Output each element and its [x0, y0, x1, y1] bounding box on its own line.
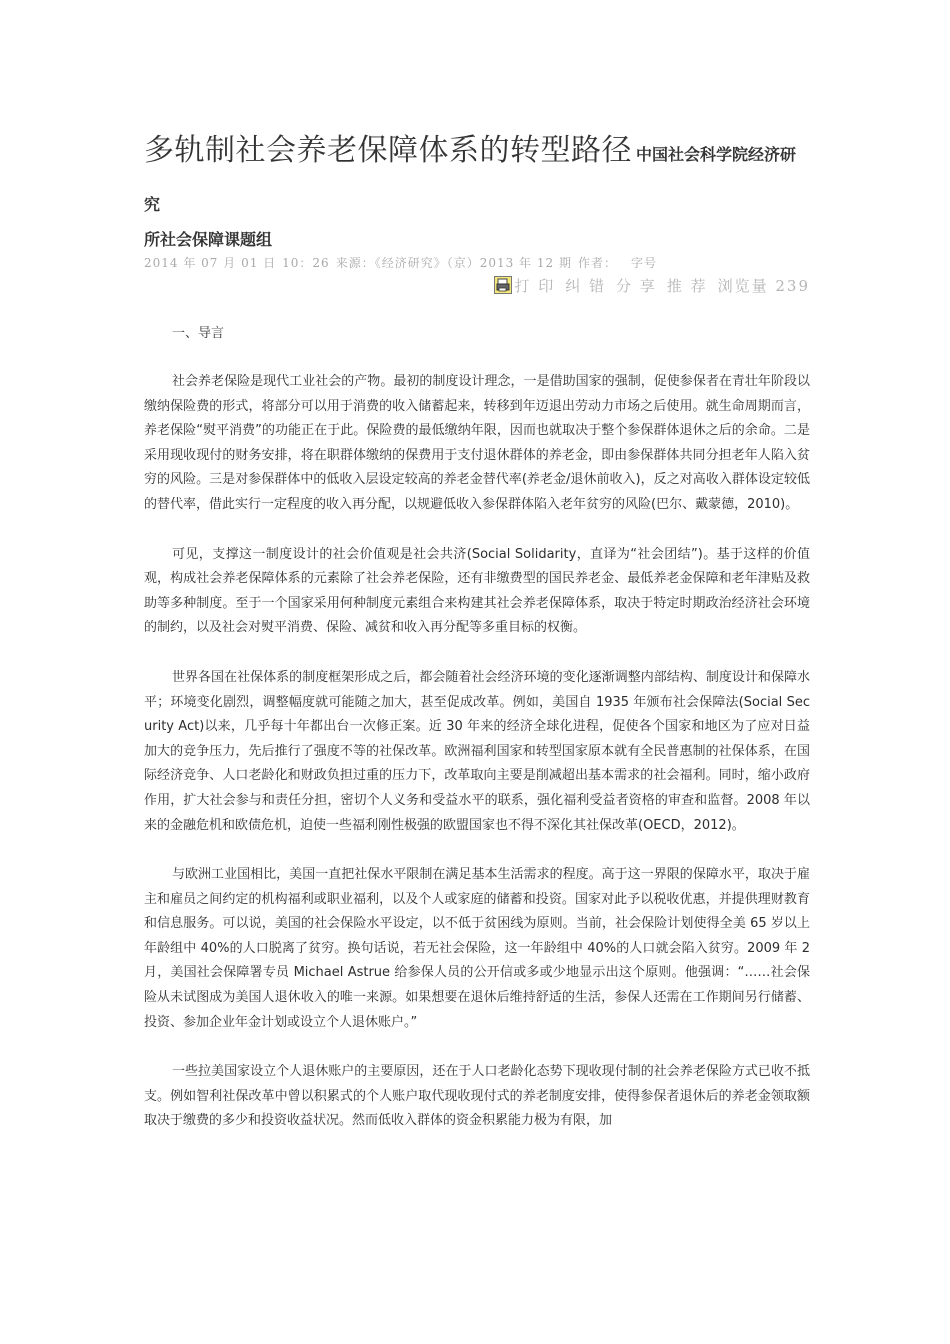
- paragraph: 社会养老保险是现代工业社会的产物。最初的制度设计理念，一是借助国家的强制，促使参保者在青壮年阶段以缴纳保险费的形式，将部分可以用于消费的收入储蓄起来，转移到年迈退出劳动力市场之后使用。就生命周期而言，养老保险“熨平消费”的功能正在于此。保险费的最低缴纳年限，因而也就取决于整个参保群体退休之后的余命。二是采用现收现付的财务安排，将在职群体缴纳的保费用于支付退休群体的养老金，即由参保群体共同分担老年人陷入贫穷的风险。三是对参保群体中的低收入层设定较高的养老金替代率(养老金/退休前收入)，反之对高收入群体设定较低的替代率，借此实行一定程度的收入再分配，以规避低收入参保群体陷入老年贫穷的风险(巴尔、戴蒙德，2010)。: [144, 374, 810, 512]
- article-org-continued: 所社会保障课题组: [144, 230, 273, 249]
- article-source: 来源：《经济研究》（京）2013 年 12 期: [335, 256, 572, 270]
- print-link[interactable]: 打 印: [514, 277, 556, 295]
- correct-link[interactable]: 纠 错: [565, 277, 607, 295]
- section-heading: 一、导言: [172, 326, 225, 341]
- print-icon[interactable]: [494, 276, 512, 294]
- publish-date: 2014 年 07 月 01 日: [144, 256, 277, 270]
- article-meta: [144, 252, 810, 274]
- article-actions: [144, 274, 810, 298]
- publish-time: 10：26: [282, 256, 330, 270]
- article-org: 中国社会科学院经济研究: [144, 145, 797, 214]
- share-link[interactable]: 分 享: [616, 277, 657, 295]
- paragraph: 一些拉美国家设立个人退休账户的主要原因，还在于人口老龄化态势下现收现付制的社会养老保险方式已收不抵支。例如智利社保改革中曾以积累式的个人账户取代现收现付式的养老制度安排，使得参保者退休后的养老金领取额取决于缴费的多少和投资收益状况。然而低收入群体的资金积累能力极为有限，加: [144, 1064, 810, 1129]
- view-count: 浏览量 239: [717, 277, 810, 295]
- paragraph: 可见，支撑这一制度设计的社会价值观是社会共济(Social Solidarity，直译为“社会团结”)。基于这样的价值观，构成社会养老保障体系的元素除了社会养老保险，还有非缴费型的国民养老金、最低养老金保障和老年津贴及救助等多种制度。至于一个国家采用何种制度元素组合来构建其社会养老保障体系，取决于特定时期政治经济社会环境的制约，以及社会对熨平消费、保险、减贫和收入再分配等多重目标的权衡。: [144, 546, 810, 636]
- font-size-control[interactable]: 字号: [630, 256, 657, 270]
- title-line: [144, 126, 810, 230]
- article-author: 作者：: [577, 256, 617, 270]
- recommend-link[interactable]: 推 荐: [666, 277, 708, 295]
- paragraph: 世界各国在社保体系的制度框架形成之后，都会随着社会经济环境的变化逐渐调整内部结构、制度设计和保障水平；环境变化剧烈，调整幅度就可能随之加大，甚至促成改革。例如，美国自 1935 年颁布社会保障法(Social Security Act)以来，几乎每十年都出台一次修正案。近 30 年来的经济全球化进程，促使各个国家和地区为了应对日益加大的竞争压力，先后推行了强度不等的社保改革。欧洲福利国家和转型国家原本就有全民普惠制的社保体系，在国际经济竞争、人口老龄化和财政负担过重的压力下，改革取向主要是削减超出基本需求的社会福利。同时，缩小政府作用，扩大社会参与和责任分担，密切个人义务和受益水平的联系，强化福利受益者资格的审查和监督。2008 年以来的金融危机和欧债危机，迫使一些福利刚性极强的欧盟国家也不得不深化其社保改革(OECD，2012)。: [144, 669, 810, 833]
- article-title: 多轨制社会养老保障体系的转型路径: [144, 133, 632, 168]
- paragraph: 与欧洲工业国相比，美国一直把社保水平限制在满足基本生活需求的程度。高于这一界限的保障水平，取决于雇主和雇员之间约定的机构福利或职业福利，以及个人或家庭的储蓄和投资。国家对此予以税收优惠，并提供理财教育和信息服务。可以说，美国的社会保险水平设定，以不低于贫困线为原则。当前，社会保险计划使得全美 65 岁以上年龄组中 40%的人口脱离了贫穷。换句话说，若无社会保险，这一年龄组中 40%的人口就会陷入贫穷。2009 年 2 月，美国社会保障署专员 Michael Astrue 给参保人员的公开信或多或少地显示出这个原则。他强调：“……社会保险从未试图成为美国人退休收入的唯一来源。如果想要在退休后维持舒适的生活，参保人还需在工作期间另行储蓄、投资、参加企业年金计划或设立个人退休账户。”: [144, 867, 810, 1030]
- article-body: [144, 370, 810, 1159]
- article-header: [144, 126, 810, 298]
